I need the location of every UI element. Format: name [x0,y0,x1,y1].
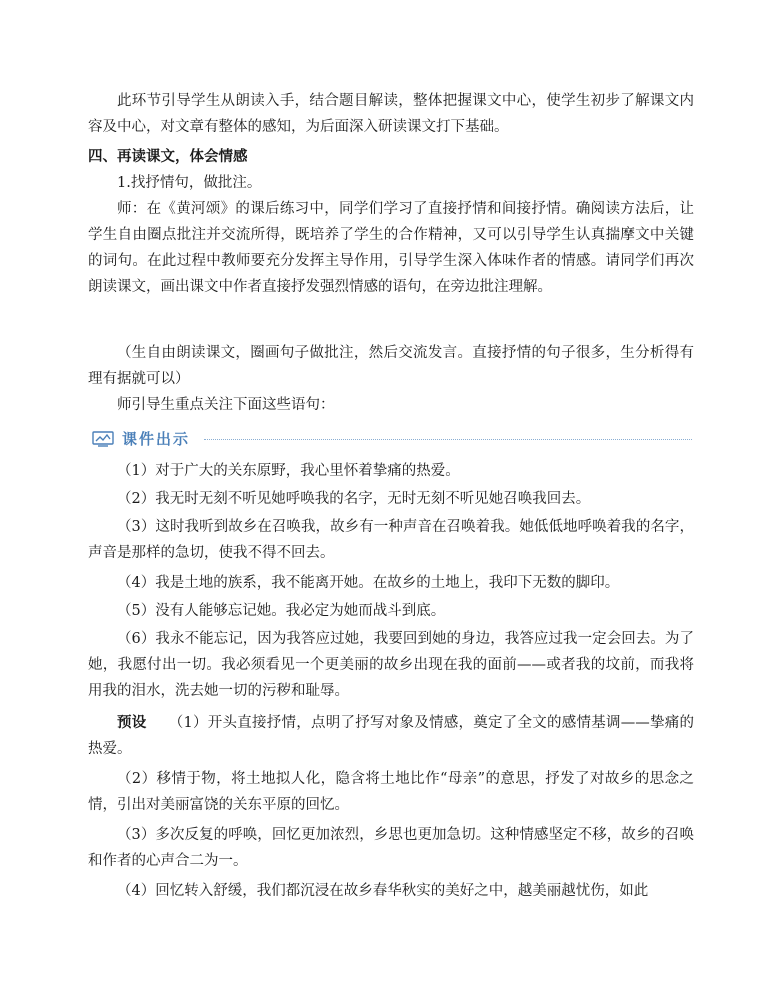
courseware-item: （4）我是土地的族系，我不能离开她。在故乡的土地上，我印下无数的脚印。 [117,575,620,591]
preset-item: （3）多次反复的呼唤，回忆更加浓烈，乡思也更加急切。这种情感坚定不移，故乡的召唤和作者的心声合二为一。 [88,827,694,869]
preset-item: （2）移情于物，将土地拟人化，隐含将土地比作“母亲”的意思，抒发了对故乡的思念之情，引出对美丽富饶的关东平原的回忆。 [88,771,694,813]
step-heading: 1.找抒情句，做批注。 [117,175,262,191]
slideshow-icon [92,431,114,447]
section-heading: 四、再读课文，体会情感 [88,148,248,165]
courseware-item: （6）我永不能忘记，因为我答应过她，我要回到她的身边，我答应过我一定会回去。为了她，我愿付出一切。我必须看见一个更美丽的故乡出现在我的面前——或者我的坟前，而我将用我的泪水，洗去她一切的污秽和耻辱。 [88,631,694,699]
courseware-title: 课件出示 [122,430,191,448]
preset-item: （4）回忆转入舒缓，我们都沉浸在故乡春华秋实的美好之中，越美丽越忧伤，如此 [117,883,649,899]
intro-paragraph: 此环节引导学生从朗读入手，结合题目解读，整体把握课文中心，使学生初步了解课文内容及中心，对文章有整体的感知，为后面深入研读课文打下基础。 [88,93,694,135]
courseware-banner [92,428,692,450]
student-paragraph: （生自由朗读课文，圈画句子做批注，然后交流发言。直接抒情的句子很多，生分析得有理有据就可以） [88,345,694,387]
courseware-item: （1）对于广大的关东原野，我心里怀着挚痛的热爱。 [117,463,460,479]
teacher-paragraph: 师：在《黄河颂》的课后练习中，同学们学习了直接抒情和间接抒情。确阅读方法后，让学生自由圈点批注并交流所得，既培养了学生的合作精神，又可以引导学生认真揣摩文中关键的词句。在此过程中教师要充分发挥主导作用，引导学生深入体味作者的情感。请同学们再次朗读课文，画出课文中作者直接抒发强烈情感的语句，在旁边批注理解。 [88,201,694,295]
teacher-guide-paragraph: 师引导生重点关注下面这些语句： [117,397,335,413]
courseware-item: （5）没有人能够忘记她。我必定为她而战斗到底。 [117,603,446,619]
preset-label: 预设 [117,714,147,731]
preset-paragraph [88,710,694,762]
courseware-divider [204,439,692,440]
courseware-item: （3）这时我听到故乡在召唤我，故乡有一种声音在召唤着我。她低低地呼唤着我的名字，声音是那样的急切，使我不得不回去。 [88,519,694,561]
courseware-item: （2）我无时无刻不听见她呼唤我的名字，无时无刻不听见她召唤我回去。 [117,491,591,507]
preset-item-text: （1）开头直接抒情，点明了抒写对象及情感，奠定了全文的感情基调——挚痛的热爱。 [88,715,695,757]
